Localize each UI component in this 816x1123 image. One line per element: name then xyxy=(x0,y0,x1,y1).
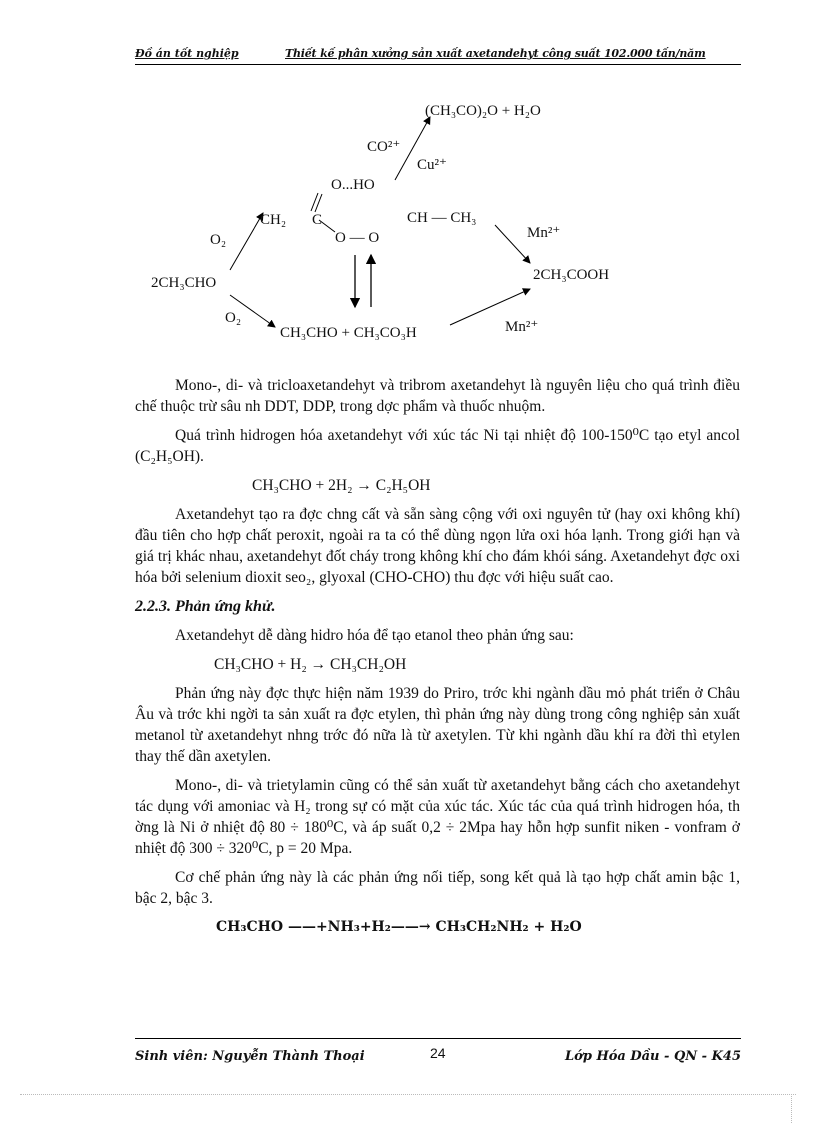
peracid-mixture: CH₃CHO + CH₃CO₃H xyxy=(280,325,417,341)
paragraph-4: Axetandehyt dễ dàng hidro hóa để tạo etanol theo phản ứng sau: xyxy=(175,627,574,644)
paragraph-2: Quá trình hidrogen hóa axetandehyt với xúc tác Ni tại nhiệt độ 100-150⁰C tạo etyl ancol (C₂H₅OH). xyxy=(135,427,740,465)
paragraph-3: Axetandehyt tạo ra đợc chng cất và sẵn sàng cộng với oxi nguyên tử (hay oxi không khí) đầu tiên cho hợp chất peroxit, ngoài ra ta có thể dùng ngọn lửa oxi hóa lạnh. Trong giới hạn và giá trị khác nhau, axetandehyt đốt cháy trong không khí cho đám khói sáng. Axetandehyt đợc oxi hóa bởi selenium dioxit seo₂, glyoxal (CHO-CHO) thu đợc với hiệu suất cao. xyxy=(135,506,740,586)
footer-student: Sinh viên: Nguyễn Thành Thoại xyxy=(135,1049,365,1064)
equation-3: CH₃CHO ——+NH₃+H₂——→ CH₃CH₂NH₂ + H₂O xyxy=(216,919,582,935)
acetic-acid-product: 2CH₃COOH xyxy=(533,267,610,283)
page-header xyxy=(135,44,741,65)
peroxide-oo: O — O xyxy=(335,230,380,246)
reactant-acetaldehyde: 2CH₃CHO xyxy=(151,275,217,291)
paragraph-5: Phản ứng này đợc thực hiện năm 1939 do Priro, trớc khi ngành dầu mỏ phát triển ở Châu Âu và trớc khi ngời ta sản xuất ra đợc etylen, thì phản ứng này dùng trong công nghiệp sản xuất metanol từ axetandehyt nhng trớc đó nữa là từ axetylen. Từ khi ngành dầu khí ra đời thì etylen thay thế dần axetylen. xyxy=(135,685,740,765)
paragraph-6: Mono-, di- và trietylamin cũng có thể sản xuất từ axetandehyt bằng cách cho axetandehyt tác dụng với amoniac và H₂ trong sự có mặt của xúc tác. Xúc tác của quá trình hidrogen hóa, th ờng là Ni ở nhiệt độ 80 ÷ 180⁰C, và áp suất 0,2 ÷ 2Mpa hay hỗn hợp sunfit niken - vonfram ở nhiệt độ 300 ÷ 320⁰C, p = 20 Mpa. xyxy=(135,777,740,857)
paragraph-7: Cơ chế phản ứng này là các phản ứng nối tiếp, song kết quả là tạo hợp chất amin bậc 1, bậc 2, bậc 3. xyxy=(135,869,740,907)
mn-catalyst-lower: Mn²⁺ xyxy=(505,319,539,335)
page-number: 24 xyxy=(430,1045,446,1061)
page-footer xyxy=(135,1038,741,1069)
peroxide-oho: O...HO xyxy=(331,177,375,193)
footer-class: Lớp Hóa Dầu - QN - K45 xyxy=(565,1049,741,1064)
peroxide-chch3: CH — CH₃ xyxy=(407,210,477,226)
header-left: Đồ án tốt nghiệp xyxy=(135,47,239,60)
header-title: Thiết kế phân xưởng sản xuất axetandehyt công suất 102.000 tấn/năm xyxy=(285,47,706,60)
equation-2: CH₃CHO + H₂ → CH₃CH₂OH xyxy=(214,656,407,673)
page-body xyxy=(135,375,740,946)
o2-lower-label: O₂ xyxy=(225,310,242,326)
co-catalyst: CO²⁺ xyxy=(367,139,401,155)
section-heading: 2.2.3. Phản ứng khử. xyxy=(135,598,276,615)
anhydride-product: (CH₃CO)₂O + H₂O xyxy=(425,103,541,119)
peroxide-c: C xyxy=(312,212,323,228)
o2-upper-label: O₂ xyxy=(210,232,227,248)
mn-catalyst-upper: Mn²⁺ xyxy=(527,225,561,241)
equation-1: CH₃CHO + 2H₂ → C₂H₅OH xyxy=(252,477,431,494)
cu-catalyst: Cu²⁺ xyxy=(417,157,447,173)
peroxide-ch2: CH₂ xyxy=(260,212,287,228)
paragraph-1: Mono-, di- và tricloaxetandehyt và tribrom axetandehyt là nguyên liệu cho quá trình điều chế thuộc trừ sâu nh DDT, DDP, trong dợc phẩm và thuốc nhuộm. xyxy=(135,377,740,415)
reaction-scheme xyxy=(135,95,655,355)
bottom-divider xyxy=(20,1094,796,1095)
corner-guide xyxy=(791,1094,792,1123)
scheme-arrows xyxy=(135,95,655,355)
